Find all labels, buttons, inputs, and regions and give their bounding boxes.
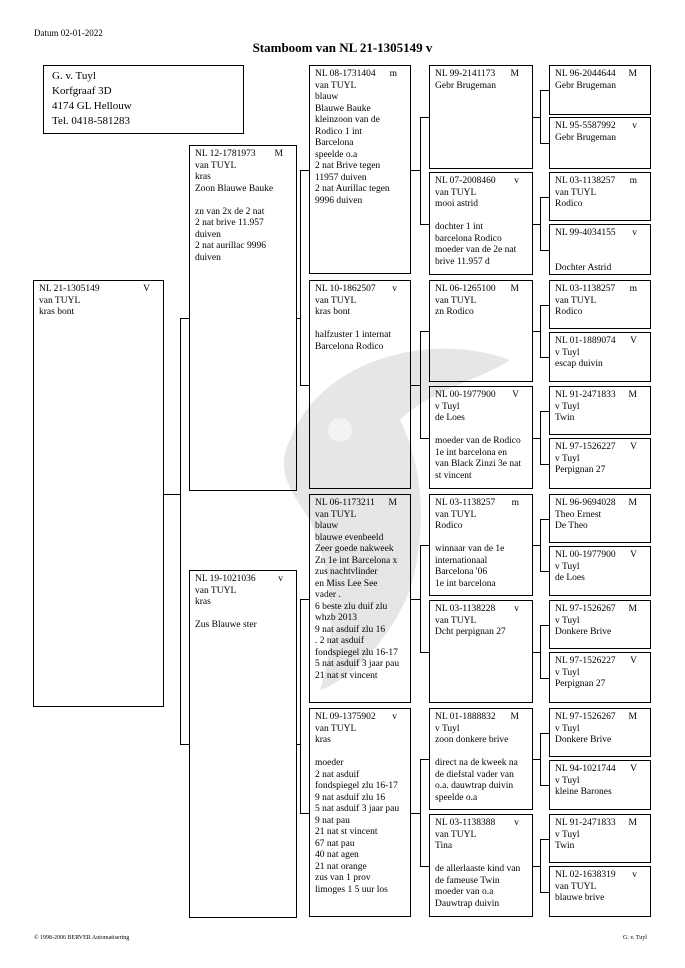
connector-line	[180, 318, 189, 319]
pigeon-info-line: de Loes	[435, 413, 465, 423]
ring-number: NL 96-9694028	[555, 498, 616, 508]
pigeon-card-p1	[189, 145, 297, 491]
connector-line	[411, 813, 420, 814]
connector-line	[420, 438, 429, 439]
sex-marker: V	[630, 656, 637, 666]
pigeon-info-line: de allerlaaste kind van	[435, 864, 521, 874]
pigeon-info-line: v Tuyl	[555, 561, 580, 572]
footer-copyright: © 1998-2006 BERVER Automatisering	[34, 935, 130, 941]
pigeon-info-line: blauwe evenbeeld	[315, 532, 384, 543]
connector-line	[420, 545, 421, 652]
pigeon-info-line: 2 nat asduif	[315, 769, 360, 780]
pigeon-info-line: 9 nat pau	[315, 815, 350, 826]
pigeon-info-line: o.a. dauwtrap duivin	[435, 781, 514, 791]
connector-line	[300, 813, 309, 814]
pigeon-info-line: 2 nat aurillac 9996	[195, 241, 266, 251]
ring-number: NL 21-1305149	[39, 284, 100, 294]
sex-marker: V	[630, 442, 637, 452]
ring-number: NL 19-1021036	[195, 574, 256, 584]
pigeon-info-line: whzb 2013	[315, 613, 357, 623]
pigeon-info-line: escap duivin	[555, 359, 603, 369]
sex-marker: V	[630, 764, 637, 774]
ring-number: NL 97-1526267	[555, 604, 616, 614]
pigeon-info-line: 2 nat Brive tegen	[315, 161, 381, 171]
pigeon-info-line: fondspiegel zlu 16-17	[315, 647, 398, 658]
pigeon-info-line	[195, 609, 291, 621]
connector-line	[533, 652, 540, 653]
pigeon-info-line: kras	[195, 597, 211, 607]
pigeon-info-line: de Loes	[555, 573, 585, 583]
pigeon-card-p20	[549, 332, 651, 382]
pigeon-info-line: Rodico	[555, 199, 583, 209]
ring-number: NL 12-1781973	[195, 149, 256, 159]
ring-number: NL 07-2008460	[435, 176, 496, 186]
connector-line	[411, 170, 420, 171]
pigeon-card-p15	[549, 65, 651, 115]
pigeon-info-line: limoges 1 5 uur los	[315, 884, 388, 895]
connector-line	[180, 318, 181, 744]
pigeon-info-line: van TUYL	[435, 615, 477, 626]
pigeon-info-line: en Miss Lee See	[315, 578, 378, 589]
ring-number: NL 03-1138257	[555, 284, 616, 294]
connector-line	[533, 331, 540, 332]
pigeon-card-p13	[429, 708, 533, 810]
pigeon-info-line: moeder	[315, 758, 344, 768]
sex-marker: V	[512, 390, 519, 400]
pigeon-card-p25	[549, 600, 651, 649]
connector-line	[164, 494, 180, 495]
pigeon-info-line: Barcelona '06	[435, 567, 488, 577]
pigeon-card-p7	[429, 65, 533, 169]
connector-line	[300, 385, 309, 386]
connector-line	[533, 545, 540, 546]
connector-line	[300, 170, 309, 171]
pigeon-info-line: Zus Blauwe ster	[195, 620, 257, 630]
pigeon-card-p14	[429, 814, 533, 917]
sex-marker: V	[143, 284, 150, 294]
ring-number: NL 95-5587992	[555, 121, 616, 131]
sex-marker: v	[392, 284, 397, 294]
pigeon-info-line: Dauwtrap duivin	[435, 898, 500, 909]
pigeon-info-line: kras bont	[39, 307, 75, 317]
pigeon-info-line: duiven	[195, 229, 221, 240]
ring-number: NL 97-1526227	[555, 442, 616, 452]
sex-marker: M	[388, 498, 397, 508]
pigeon-card-p11	[429, 494, 533, 596]
pigeon-info-line	[195, 195, 291, 207]
pigeon-info-line: 2 nat Aurillac tegen	[315, 184, 390, 194]
pigeon-info-line: Rodico 1 int	[315, 126, 362, 137]
pigeon-info-line: van TUYL	[435, 509, 477, 520]
owner-city: 4174 GL Hellouw	[52, 100, 132, 112]
ring-number: NL 08-1731404	[315, 69, 376, 79]
pigeon-info-line: Zoon Blauwe Bauke	[195, 183, 274, 194]
pigeon-info-line: 9 nat asduif zlu 16	[315, 624, 386, 635]
pigeon-info-line: van TUYL	[555, 295, 597, 306]
connector-line	[540, 839, 549, 840]
sex-marker: M	[628, 69, 637, 79]
connector-line	[540, 357, 549, 358]
sex-marker: v	[514, 604, 519, 614]
owner-street: Korfgraaf 3D	[52, 85, 112, 97]
ring-number: NL 06-1265100	[435, 284, 496, 294]
pigeon-info-line: Dochter Astrid	[555, 262, 612, 273]
ring-number: NL 97-1526267	[555, 712, 616, 722]
pigeon-card-p30	[549, 866, 651, 917]
pigeon-info-line: blauw	[315, 92, 339, 102]
ring-number: NL 03-1138228	[435, 604, 496, 614]
pigeon-info-line: van TUYL	[435, 295, 477, 306]
pigeon-info-line: speelde o.a	[435, 792, 478, 803]
pigeon-info-line: Barcelona	[315, 138, 354, 148]
pigeon-info-line: kleinzoon van de	[315, 115, 380, 125]
print-date: Datum 02-01-2022	[34, 28, 103, 38]
sex-marker: M	[628, 818, 637, 828]
pigeon-card-p23	[549, 494, 651, 543]
pigeon-info-line: internationaal	[435, 555, 488, 566]
pigeon-info-line: zus nachtvlinder	[315, 567, 378, 577]
connector-line	[300, 599, 309, 600]
ring-number: NL 02-1638319	[555, 870, 616, 880]
ring-number: NL 99-2141173	[435, 69, 496, 79]
connector-line	[540, 305, 541, 358]
pigeon-card-p19	[549, 280, 651, 329]
sex-marker: v	[514, 818, 519, 828]
pigeon-info-line: Blauwe Bauke	[315, 103, 371, 114]
connector-line	[540, 464, 549, 465]
pigeon-info-line: barcelona Rodico	[435, 233, 502, 244]
pigeon-info-line: kleine Barones	[555, 787, 612, 797]
pigeon-info-line: Perpignan 27	[555, 679, 606, 689]
pigeon-info-line: zn Rodico	[435, 307, 474, 317]
pigeon-info-line: 21 nat st vincent	[315, 670, 378, 681]
connector-line	[420, 331, 429, 332]
sex-marker: v	[514, 176, 519, 186]
connector-line	[540, 411, 549, 412]
connector-line	[420, 117, 429, 118]
connector-line	[540, 733, 541, 786]
pigeon-card-p22	[549, 438, 651, 489]
connector-line	[540, 90, 541, 143]
pigeon-info-line: zn van 2x de 2 nat	[195, 206, 265, 217]
pigeon-info-line	[315, 747, 405, 759]
pigeon-info-line: 67 nat pau	[315, 838, 355, 849]
pigeon-card-p18	[549, 224, 651, 275]
pigeon-info-line: van TUYL	[555, 187, 597, 198]
pigeon-info-line: vader .	[315, 590, 341, 600]
connector-line	[411, 385, 420, 386]
connector-line	[533, 438, 540, 439]
pigeon-info-line: v Tuyl	[555, 723, 580, 734]
pigeon-info-line	[555, 251, 645, 263]
pigeon-info-line: blauw	[315, 521, 339, 531]
pigeon-info-line: van TUYL	[435, 829, 477, 840]
pigeon-info-line: mooi astrid	[435, 199, 479, 209]
pigeon-info-line: Theo Ernest	[555, 509, 602, 520]
pigeon-info-line: 21 nat orange	[315, 861, 367, 872]
pigeon-info-line: v Tuyl	[555, 829, 580, 840]
pigeon-info-line: van TUYL	[39, 295, 81, 306]
sex-marker: v	[632, 228, 637, 238]
connector-line	[420, 545, 429, 546]
pigeon-info-line: v Tuyl	[555, 401, 580, 412]
ring-number: NL 01-1888832	[435, 712, 496, 722]
pigeon-info-line: v Tuyl	[555, 667, 580, 678]
sex-marker: v	[278, 574, 283, 584]
sex-marker: M	[274, 149, 283, 159]
pigeon-info-line: Donkere Brive	[555, 735, 612, 745]
pigeon-info-line: 6 beste zlu duif zlu	[315, 601, 388, 612]
pigeon-info-line: van TUYL	[195, 160, 237, 171]
connector-line	[300, 170, 301, 385]
pigeon-info-line: 40 nat agen	[315, 850, 359, 860]
connector-line	[540, 305, 549, 306]
ring-number: NL 91-2471833	[555, 390, 616, 400]
pigeon-info-line: van TUYL	[315, 80, 357, 91]
pigeon-info-line: Gebr Brugeman	[435, 80, 496, 91]
connector-line	[420, 331, 421, 438]
connector-line	[540, 250, 549, 251]
pigeon-info-line: winnaar van de 1e	[435, 544, 505, 554]
pigeon-info-line: 9 nat asduif zlu 16	[315, 792, 386, 803]
sex-marker: V	[630, 550, 637, 560]
pigeon-info-line	[435, 425, 527, 437]
sex-marker: V	[630, 336, 637, 346]
pigeon-card-p21	[549, 386, 651, 435]
connector-line	[420, 224, 429, 225]
pigeon-info-line: kras bont	[315, 307, 351, 317]
connector-line	[420, 117, 421, 224]
ring-number: NL 01-1889074	[555, 336, 616, 346]
connector-line	[540, 90, 549, 91]
connector-line	[540, 839, 541, 892]
pigeon-card-p8	[429, 172, 533, 275]
pigeon-info-line: Tina	[435, 841, 453, 851]
connector-line	[540, 571, 549, 572]
connector-line	[533, 759, 540, 760]
pigeon-info-line: 9996 duiven	[315, 195, 363, 206]
connector-line	[180, 744, 189, 745]
pigeon-info-line: Twin	[555, 841, 575, 851]
pigeon-card-p9	[429, 280, 533, 382]
connector-line	[300, 599, 301, 813]
pigeon-info-line: duiven	[195, 252, 221, 263]
sex-marker: M	[510, 69, 519, 79]
connector-line	[540, 143, 549, 144]
pigeon-info-line: 2 nat brive 11.957	[195, 218, 264, 228]
connector-line	[540, 411, 541, 464]
pigeon-info-line: Dcht perpignan 27	[435, 627, 506, 637]
sex-marker: m	[511, 498, 519, 508]
pigeon-info-line: van TUYL	[315, 295, 357, 306]
owner-address-box	[43, 65, 244, 134]
ring-number: NL 99-4034155	[555, 228, 616, 238]
connector-line	[533, 117, 540, 118]
pigeon-info-line: brive 11.957 d	[435, 256, 490, 267]
pigeon-card-p10	[429, 386, 533, 489]
sex-marker: M	[628, 712, 637, 722]
pigeon-info-line: De Theo	[555, 521, 588, 531]
sex-marker: v	[632, 121, 637, 131]
owner-phone: Tel. 0418-581283	[52, 115, 131, 127]
pigeon-info-line: 21 nat st vincent	[315, 827, 378, 837]
ring-number: NL 00-1977900	[435, 390, 496, 400]
pigeon-info-line: Rodico	[555, 307, 583, 317]
connector-line	[420, 759, 421, 866]
pigeon-card-p0	[33, 280, 164, 707]
pigeon-info-line	[555, 240, 645, 252]
pigeon-info-line: Donkere Brive	[555, 627, 612, 637]
pigeon-info-line: de diefstal vader van	[435, 769, 514, 780]
pigeon-card-p4	[309, 280, 411, 489]
pigeon-info-line	[435, 747, 527, 759]
pigeon-info-line: zus van 1 prov	[315, 873, 371, 883]
page-title: Stamboom van NL 21-1305149 v	[252, 40, 433, 55]
pigeon-info-line: fondspiegel zlu 16-17	[315, 781, 398, 791]
pigeon-info-line: v Tuyl	[555, 347, 580, 358]
pigeon-info-line: kras	[195, 172, 211, 182]
connector-line	[420, 652, 429, 653]
pigeon-info-line: direct na de kweek na	[435, 758, 518, 768]
ring-number: NL 03-1138257	[435, 498, 496, 508]
pigeon-info-line: kras	[315, 735, 331, 745]
pigeon-info-line: v Tuyl	[435, 723, 460, 734]
connector-line	[540, 625, 541, 678]
ring-number: NL 09-1375902	[315, 712, 376, 722]
connector-line	[540, 625, 549, 626]
pigeon-info-line: moeder van o.a	[435, 887, 494, 897]
connector-line	[540, 733, 549, 734]
connector-line	[540, 519, 541, 572]
pigeon-info-line: halfzuster 1 internat	[315, 330, 391, 340]
pigeon-info-line: moeder van de 2e nat	[435, 245, 517, 255]
sex-marker: M	[628, 604, 637, 614]
footer-owner: G. v. Tuyl	[623, 935, 647, 941]
connector-line	[533, 866, 540, 867]
pigeon-card-p24	[549, 546, 651, 596]
sex-marker: M	[510, 284, 519, 294]
pigeon-info-line: speelde o.a	[315, 149, 358, 160]
connector-line	[533, 224, 540, 225]
pigeon-card-p28	[549, 760, 651, 810]
pigeon-card-p26	[549, 652, 651, 703]
connector-line	[540, 678, 549, 679]
pigeon-info-line: v Tuyl	[555, 615, 580, 626]
sex-marker: M	[628, 498, 637, 508]
ring-number: NL 96-2044644	[555, 69, 616, 79]
pigeon-info-line	[435, 211, 527, 223]
pigeon-info-line	[315, 319, 405, 331]
sex-marker: m	[629, 176, 637, 186]
pigeon-info-line: v Tuyl	[555, 453, 580, 464]
ring-number: NL 94-1021744	[555, 764, 616, 774]
pigeon-info-line: Gebr Brugeman	[555, 132, 616, 143]
pigeon-card-p16	[549, 117, 651, 169]
pigeon-card-p6	[309, 708, 411, 917]
pigeon-info-line: 5 nat asduif 3 jaar pau	[315, 804, 400, 814]
pigeon-card-p27	[549, 708, 651, 757]
pigeon-info-line: van TUYL	[195, 585, 237, 596]
ring-number: NL 97-1526227	[555, 656, 616, 666]
sex-marker: M	[510, 712, 519, 722]
connector-line	[420, 866, 429, 867]
pigeon-info-line: van TUYL	[435, 187, 477, 198]
pigeon-info-line: Zn 1e int Barcelona x	[315, 555, 398, 566]
pigeon-card-p29	[549, 814, 651, 863]
connector-line	[411, 599, 420, 600]
sex-marker: v	[632, 870, 637, 880]
pigeon-info-line: blauwe brive	[555, 893, 605, 903]
pigeon-info-line	[435, 853, 527, 865]
sex-marker: v	[392, 712, 397, 722]
pigeon-info-line: 1e int barcelona	[435, 578, 496, 589]
sex-marker: M	[628, 390, 637, 400]
pigeon-info-line: Barcelona Rodico	[315, 341, 384, 352]
pigeon-info-line: Rodico	[435, 521, 463, 531]
pigeon-info-line: moeder van de Rodico	[435, 436, 521, 446]
ring-number: NL 03-1138257	[555, 176, 616, 186]
connector-line	[540, 197, 549, 198]
pigeon-info-line: de fameuse Twin	[435, 875, 500, 886]
pigeon-info-line: Twin	[555, 413, 575, 423]
pigeon-info-line: van TUYL	[315, 723, 357, 734]
pigeon-info-line: Gebr Brugeman	[555, 80, 616, 91]
pigeon-info-line: zoon donkere brive	[435, 735, 509, 745]
connector-line	[420, 759, 429, 760]
pigeon-info-line	[435, 533, 527, 545]
pigeon-info-line: . 2 nat asduif	[315, 636, 365, 646]
ring-number: NL 91-2471833	[555, 818, 616, 828]
pigeon-info-line: 5 nat asduif 3 jaar pau	[315, 659, 400, 669]
owner-name: G. v. Tuyl	[52, 70, 96, 82]
connector-line	[540, 197, 541, 250]
sex-marker: m	[389, 69, 397, 79]
ring-number: NL 03-1138388	[435, 818, 496, 828]
pigeon-info-line: van TUYL	[555, 881, 597, 892]
connector-line	[540, 785, 549, 786]
pigeon-info-line: van TUYL	[315, 509, 357, 520]
pigeon-info-line: v Tuyl	[435, 401, 460, 412]
pigeon-info-line: 1e int barcelona en	[435, 447, 508, 458]
pigeon-card-p12	[429, 600, 533, 703]
pigeon-info-line: van Black Zinzi 3e nat	[435, 459, 521, 469]
ring-number: NL 10-1862507	[315, 284, 376, 294]
pigeon-card-p3	[309, 65, 411, 274]
pigeon-info-line: dochter 1 int	[435, 222, 484, 232]
pigeon-card-p17	[549, 172, 651, 221]
ring-number: NL 06-1173211	[315, 498, 375, 508]
pigeon-info-line: Zeer goede nakweek	[315, 544, 394, 554]
connector-line	[540, 519, 549, 520]
pigeon-info-line: st vincent	[435, 470, 472, 481]
sex-marker: m	[629, 284, 637, 294]
pigeon-info-line: 11957 duiven	[315, 172, 367, 183]
pigeon-info-line: Perpignan 27	[555, 465, 606, 475]
pigeon-card-p5	[309, 494, 411, 703]
connector-line	[540, 892, 549, 893]
ring-number: NL 00-1977900	[555, 550, 616, 560]
pigeon-info-line: v Tuyl	[555, 775, 580, 786]
pigeon-card-p2	[189, 570, 297, 918]
